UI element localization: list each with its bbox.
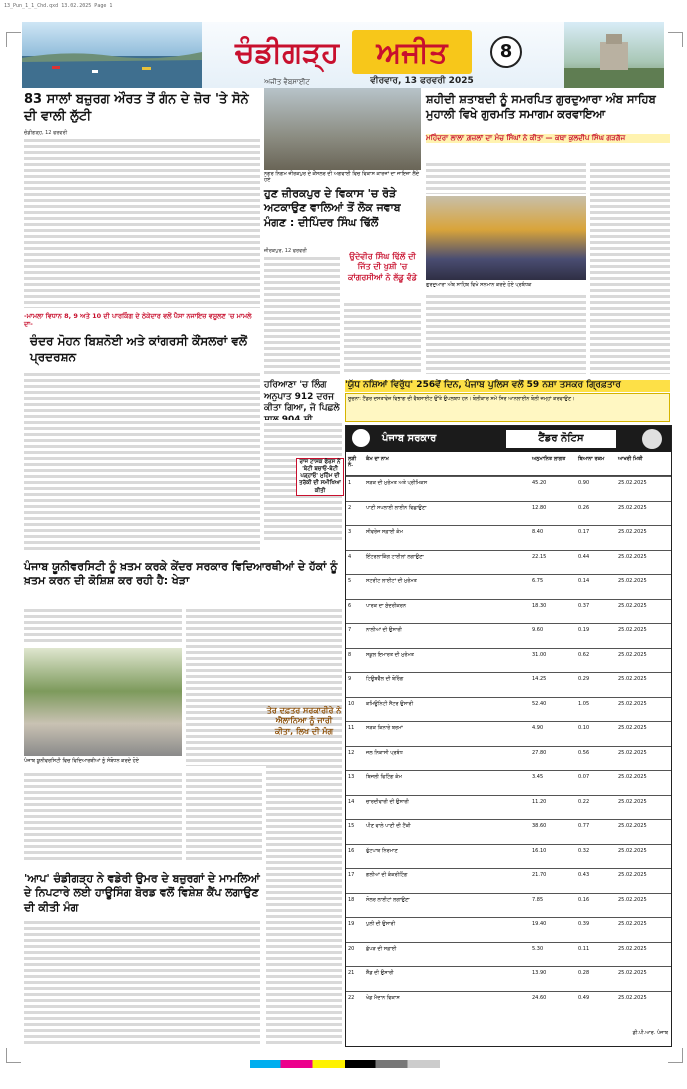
table-cell-date: 25.02.2025: [618, 529, 647, 535]
masthead-date: ਵੀਰਵਾਰ, 13 ਫਰਵਰੀ 2025: [370, 76, 474, 86]
table-cell-emd: 0.56: [578, 749, 590, 756]
table-cell-work: ਗਲੀਆਂ ਦੀ ਕੰਕਰੀਟਿੰਗ: [366, 872, 408, 878]
headline-zirakpur: ਹੁਣ ਜ਼ੀਰਕਪੁਰ ਦੇ ਵਿਕਾਸ 'ਚ ਰੋੜੇ ਅਟਕਾਉਣ ਵਾਲਿਆਂ ਤੋਂ ਲੋਕ ਜਵਾਬ ਮੰਗਣ : ਦੀਪਿੰਦਰ ਸਿੰਘ ਢਿੱਲੋਂ: [264, 187, 401, 229]
table-row: [346, 746, 671, 772]
article-body-zirakpur-col2: [344, 300, 421, 374]
table-row: [346, 966, 671, 992]
table-cell-work: ਚਾਰਦੀਵਾਰੀ ਦੀ ਉਸਾਰੀ: [366, 798, 409, 805]
table-row: [346, 770, 671, 796]
table-cell-date: 25.02.2025: [618, 700, 647, 707]
table-row: [346, 574, 671, 600]
table-row: [346, 623, 671, 649]
ad-strip-drugs: [345, 393, 670, 422]
table-row: [346, 819, 671, 845]
tender-left-title: ਪੰਜਾਬ ਸਰਕਾਰ: [382, 433, 437, 444]
punjab-govt-emblem-icon: [352, 429, 370, 447]
table-cell-date: 25.02.2025: [618, 994, 647, 1001]
article-body-pu-col2b: [186, 770, 262, 862]
table-cell-date: 25.02.2025: [618, 480, 647, 486]
table-cell-date: 25.02.2025: [618, 602, 647, 609]
table-cell-cost: 7.85: [532, 896, 544, 903]
table-cell-emd: 0.77: [578, 823, 590, 829]
table-cell-work: ਫੁੱਟਪਾਥ ਨਿਰਮਾਣ: [366, 847, 398, 854]
table-cell-cost: 3.45: [532, 774, 544, 780]
table-cell-no: 12: [348, 749, 355, 756]
table-cell-no: 17: [348, 872, 355, 878]
article-body-gurdwara-right: [590, 160, 670, 374]
table-cell-work: ਟਿਊਬਵੈੱਲ ਦੀ ਬੋਰਿੰਗ: [366, 676, 404, 682]
table-cell-cost: 4.90: [532, 725, 544, 731]
monument-illustration: [564, 22, 664, 88]
article-body-snatching: [24, 136, 260, 308]
table-cell-work: ਸੜਕ ਦੀ ਮੁਰੰਮਤ ਅਤੇ ਪ੍ਰੀਮਿਕਸ: [366, 480, 428, 486]
brand-city-name: ਚੰਡੀਗੜ੍ਹ: [234, 35, 340, 69]
table-cell-emd: 0.44: [578, 553, 590, 560]
table-row: [346, 844, 671, 870]
col-header-no: ਲੜੀ ਨੰ.: [348, 456, 357, 468]
masthead: [22, 22, 664, 88]
crop-mark-bottom-right: [668, 1048, 683, 1063]
table-cell-date: 25.02.2025: [618, 749, 647, 756]
kicker-congress: -ਮਾਮਲਾ ਵਿਧਾਨ 8, 9 ਅਤੇ 10 ਦੀ ਪਾਰਕਿੰਗ ਦੇ ਠੇਕੇਦਾਰ ਵਲੋਂ ਪੈਸਾ ਨਜਾਇਜ਼ ਵਸੂਲਣ 'ਚ ਮਾਮਲੇ ਦਾ-: [24, 312, 252, 329]
table-cell-work: ਪੀਣ ਵਾਲੇ ਪਾਣੀ ਦੀ ਟੈਂਕੀ: [366, 823, 411, 829]
table-cell-cost: 13.90: [532, 970, 547, 976]
table-cell-emd: 0.43: [578, 872, 590, 878]
photo-gurdwara-ceremony: [426, 196, 586, 280]
tender-right-title: ਟੈਂਡਰ ਨੋਟਿਸ: [506, 430, 616, 448]
tender-header: [346, 426, 671, 452]
table-cell-no: 22: [348, 994, 355, 1001]
table-cell-date: 25.02.2025: [618, 847, 647, 854]
table-cell-emd: 0.32: [578, 847, 590, 854]
article-body-congress: [24, 370, 260, 552]
subhead-gurdwara: ਮਹਿੰਦਰਾ ਲਾਲਾ ਗ਼ਜ਼ਲਾਂ ਦਾ ਮੰਚ ਸਿੰਘਾਂ ਨੇ ਕੀਤਾ — ਕਥਾ ਕੁਲਦੀਪ ਸਿੰਘ ਗੜਗੱਜ: [426, 134, 670, 143]
table-cell-cost: 22.15: [532, 553, 547, 560]
table-cell-cost: 12.80: [532, 504, 547, 511]
table-cell-emd: 0.10: [578, 725, 590, 731]
col-header-work: ਕੰਮ ਦਾ ਨਾਮ: [366, 456, 389, 462]
crop-mark-top-right: [668, 32, 683, 47]
table-cell-work: ਸੋਲਰ ਲਾਈਟਾਂ ਲਗਾਉਣਾ: [366, 896, 410, 903]
col-header-date: ਆਖਰੀ ਮਿਤੀ: [618, 456, 643, 462]
table-cell-date: 25.02.2025: [618, 798, 647, 805]
article-body-gurdwara-left: [426, 160, 586, 194]
table-cell-work: ਖੇਡ ਮੈਦਾਨ ਵਿਕਾਸ: [366, 994, 400, 1001]
pullquote-haryana: ਰਾਜ ਟਾਸਕ ਫੋਰਸ ਨੇ 'ਬੇਟੀ ਬਚਾਓ-ਬੇਟੀ ਪੜ੍ਹਾਓ' ਮੁਹਿੰਮ ਦੀ ਤਰੱਕੀ ਦੀ ਸਮੀਖਿਆ ਕੀਤੀ: [296, 458, 344, 496]
photo-caption-zirakpur: ਨਗਰ ਨਿਗਮ ਜ਼ੀਰਕਪੁਰ ਦੇ ਕੌਂਸਲਰ ਦੀ ਅਗਵਾਈ ਵਿਚ ਵਿਕਾਸ ਕਾਰਜਾਂ ਦਾ ਜਾਇਜ਼ਾ ਲੈਂਦੇ ਹੋਏ: [264, 171, 420, 183]
table-cell-cost: 24.60: [532, 994, 547, 1001]
table-row: [346, 942, 671, 968]
table-cell-emd: 0.49: [578, 994, 590, 1001]
table-cell-date: 25.02.2025: [618, 896, 647, 903]
table-cell-date: 25.02.2025: [618, 872, 647, 878]
table-cell-work: ਬਿਜਲੀ ਫਿਟਿੰਗ ਕੰਮ: [366, 774, 402, 780]
table-cell-emd: 0.07: [578, 774, 590, 780]
table-cell-work: ਜਲ ਨਿਕਾਸੀ ਪ੍ਰਬੰਧ: [366, 749, 403, 756]
article-body-gurdwara-bottom: [426, 292, 586, 374]
table-row: [346, 721, 671, 747]
table-cell-cost: 14.25: [532, 676, 547, 682]
headline-teachers: ਤੇਰ ਦਫ਼ਤਰ ਸਰਕਾਰੀਰੇ ਨੇ ਐਲਾਨਿਆ ਨੂੰ ਜਾਰੀ ਕੀਤਾ, ਲਿਖ ਦੀ ਮੰਗ: [266, 706, 342, 736]
table-cell-emd: 0.14: [578, 578, 590, 584]
table-cell-no: 11: [348, 725, 355, 731]
table-cell-date: 25.02.2025: [618, 578, 647, 584]
table-row: [346, 893, 671, 919]
table-row: [346, 917, 671, 943]
registration-strip: [250, 1060, 440, 1068]
table-cell-cost: 6.75: [532, 578, 544, 584]
table-cell-work: ਸਟਰੀਟ ਲਾਈਟਾਂ ਦੀ ਮੁਰੰਮਤ: [366, 578, 417, 584]
col-header-emd: ਬਿਆਨਾ ਰਕਮ: [578, 456, 605, 462]
table-cell-work: ਇੰਟਰਲਾਕਿੰਗ ਟਾਈਲਾਂ ਲਗਾਉਣਾ: [366, 553, 424, 560]
table-cell-no: 20: [348, 945, 355, 952]
table-cell-date: 25.02.2025: [618, 676, 647, 682]
table-cell-emd: 0.22: [578, 798, 590, 805]
table-cell-no: 14: [348, 798, 355, 805]
table-cell-emd: 0.90: [578, 480, 590, 486]
table-row: [346, 648, 671, 674]
table-row: [346, 599, 671, 625]
table-cell-cost: 38.60: [532, 823, 547, 829]
crop-mark-bottom-left: [6, 1048, 21, 1063]
table-cell-date: 25.02.2025: [618, 553, 647, 560]
table-cell-no: 21: [348, 970, 355, 976]
table-row: [346, 476, 671, 502]
table-cell-emd: 0.26: [578, 504, 590, 511]
table-cell-emd: 0.39: [578, 921, 590, 927]
table-cell-cost: 8.40: [532, 529, 544, 535]
table-row: [346, 991, 671, 1017]
table-cell-date: 25.02.2025: [618, 725, 647, 731]
photo-caption-pu: ਪੰਜਾਬ ਯੂਨੀਵਰਸਿਟੀ ਵਿਚ ਵਿਦਿਆਰਥੀਆਂ ਨੂੰ ਸੰਬੋਧਨ ਕਰਦੇ ਹੋਏ: [24, 758, 139, 764]
table-cell-cost: 52.40: [532, 700, 547, 707]
masthead-monument-photo: [564, 22, 664, 88]
table-cell-date: 25.02.2025: [618, 823, 647, 829]
table-cell-cost: 31.00: [532, 651, 547, 658]
article-body-pu-col1b: [24, 770, 182, 862]
photo-zirakpur-crowd: [264, 88, 421, 170]
headline-aap: 'ਆਪ' ਚੰਡੀਗੜ੍ਹ ਨੇ ਵਡੇਰੀ ਉਮਰ ਦੇ ਬਜ਼ੁਰਗਾਂ ਦੇ ਮਾਮਲਿਆਂ ਦੇ ਨਿਪਟਾਰੇ ਲਈ ਹਾਊਸਿੰਗ ਬੋਰਡ ਵਲੋਂ ਵਿਸ਼ੇਸ਼ ਕੈਂਪ ਲਗਾਉਣ ਦੀ ਕੀਤੀ ਮੰਗ: [24, 872, 260, 914]
table-cell-emd: 0.17: [578, 529, 590, 535]
table-cell-date: 25.02.2025: [618, 921, 647, 927]
photo-pu-rally: [24, 648, 182, 756]
table-cell-no: 15: [348, 823, 355, 829]
dateline-snatching: ਚੰਡੀਗੜ੍ਹ, 12 ਫਰਵਰੀ: [24, 130, 68, 136]
table-cell-no: 5: [348, 578, 352, 584]
headline-drugs: 'ਯੁੱਧ ਨਸ਼ਿਆਂ ਵਿਰੁੱਧ' 256ਵੇਂ ਦਿਨ, ਪੰਜਾਬ ਪੁਲਿਸ ਵਲੋਂ 59 ਨਸ਼ਾ ਤਸਕਰ ਗ੍ਰਿਫ਼ਤਾਰ: [345, 380, 670, 392]
page-number: 8: [490, 36, 522, 68]
table-cell-emd: 0.16: [578, 896, 590, 903]
table-cell-work: ਕਮਿਊਨਿਟੀ ਸੈਂਟਰ ਉਸਾਰੀ: [366, 700, 414, 707]
table-cell-date: 25.02.2025: [618, 504, 647, 511]
table-cell-no: 18: [348, 896, 355, 903]
table-cell-work: ਛੱਪੜ ਦੀ ਸਫ਼ਾਈ: [366, 945, 397, 952]
table-cell-no: 7: [348, 627, 352, 633]
headline-congress: ਚੰਦਰ ਮੋਹਨ ਬਿਸ਼ਨੋਈ ਅਤੇ ਕਾਂਗਰਸੀ ਕੌਂਸਲਰਾਂ ਵਲੋਂ ਪ੍ਰਦਰਸ਼ਨ: [30, 334, 248, 364]
crop-mark-top-left: [6, 32, 21, 47]
article-body-pu-col1: [24, 606, 182, 644]
table-cell-emd: 0.37: [578, 602, 590, 609]
table-row: [346, 550, 671, 576]
table-cell-emd: 0.62: [578, 651, 590, 658]
table-cell-no: 4: [348, 553, 352, 560]
table-cell-cost: 45.20: [532, 480, 547, 486]
dateline-zirakpur: ਜ਼ੀਰਕਪੁਰ, 12 ਫਰਵਰੀ: [264, 248, 307, 254]
table-cell-no: 2: [348, 504, 352, 511]
table-cell-cost: 21.70: [532, 872, 547, 878]
table-cell-work: ਸੜਕ ਕਿਨਾਰੇ ਬਰਮਾਂ: [366, 725, 403, 731]
headline-gurdwara: ਸ਼ਹੀਦੀ ਸ਼ਤਾਬਦੀ ਨੂੰ ਸਮਰਪਿਤ ਗੁਰਦੁਆਰਾ ਅੰਬ ਸਾਹਿਬ ਮੁਹਾਲੀ ਵਿਖੇ ਗੁਰਮਤਿ ਸਮਾਗਮ ਕਰਵਾਇਆ: [426, 92, 656, 121]
headline-punjab-university: ਪੰਜਾਬ ਯੂਨੀਵਰਸਿਟੀ ਨੂੰ ਖ਼ਤਮ ਕਰਕੇ ਕੇਂਦਰ ਸਰਕਾਰ ਵਿਦਿਆਰਥੀਆਂ ਦੇ ਹੱਕਾਂ ਨੂੰ ਖ਼ਤਮ ਕਰਨ ਦੀ ਕੋਸ਼ਿਸ਼ ਕਰ ਰਹੀ ਹੈ: ਖੇੜਾ: [24, 560, 338, 588]
ad-strip-text: ਸੂਚਨਾ: ਟੈਂਡਰ ਦਸਤਾਵੇਜ਼ ਵਿਭਾਗ ਦੀ ਵੈਬਸਾਈਟ ਉੱਤੇ ਉਪਲਬਧ ਹਨ। ਬੋਲੀਕਾਰ ਸਮੇਂ ਸਿਰ ਆਨਲਾਈਨ ਬੋਲੀ ਜਮ੍ਹਾਂ ਕਰਵਾਉਣ।: [348, 396, 575, 402]
table-cell-no: 8: [348, 651, 352, 658]
tender-notice: [345, 425, 672, 1047]
headline-haryana: ਹਰਿਆਣਾ 'ਚ ਲਿੰਗ ਅਨੁਪਾਤ 912 ਦਰਜ ਕੀਤਾ ਗਿਆ, ਜੋ ਪਿਛਲੇ: [264, 380, 340, 414]
table-cell-no: 10: [348, 700, 355, 707]
table-cell-cost: 18.30: [532, 602, 547, 609]
department-logo-icon: [642, 429, 662, 449]
table-cell-date: 25.02.2025: [618, 651, 647, 658]
table-cell-emd: 0.19: [578, 627, 590, 633]
table-cell-date: 25.02.2025: [618, 970, 647, 976]
tender-footer: ਡੀ.ਪੀ.ਆਰ. ਪੰਜਾਬ: [632, 1030, 668, 1036]
photo-caption-gurdwara: ਗੁਰਦੁਆਰਾ ਅੰਬ ਸਾਹਿਬ ਵਿਖੇ ਸਨਮਾਨ ਕਰਦੇ ਹੋਏ ਪ੍ਰਬੰਧਕ: [426, 282, 532, 288]
brand-ajit-logo: ਅਜੀਤ: [352, 30, 472, 74]
headline-snatching: 83 ਸਾਲਾਂ ਬਜ਼ੁਰਗ ਔਰਤ ਤੋਂ ਗੰਨ ਦੇ ਜ਼ੋਰ 'ਤੇ ਸੋਨੇ ਦੀ ਵਾਲੀ ਲੁੱਟੀ: [24, 92, 249, 124]
pullquote-zirakpur: ਉਦੇਵੀਰ ਸਿੰਘ ਢਿੱਲੋਂ ਦੀ ਜਿੱਤ ਦੀ ਖੁਸ਼ੀ 'ਚ ਕਾਂਗਰਸੀਆਂ ਨੇ ਲੱਡੂ ਵੰਡੇ: [348, 252, 417, 282]
article-body-aap: [24, 918, 260, 1044]
table-cell-no: 13: [348, 774, 355, 780]
table-cell-work: ਪਾਰਕ ਦਾ ਸੁੰਦਰੀਕਰਨ: [366, 602, 406, 609]
table-row: [346, 697, 671, 723]
table-cell-emd: 1.05: [578, 700, 590, 707]
tender-column-headers: [346, 453, 671, 476]
table-cell-work: ਸਕੂਲ ਇਮਾਰਤ ਦੀ ਮੁਰੰਮਤ: [366, 651, 414, 658]
table-cell-cost: 19.40: [532, 921, 547, 927]
table-cell-cost: 9.60: [532, 627, 544, 633]
table-cell-date: 25.02.2025: [618, 945, 647, 952]
table-cell-date: 25.02.2025: [618, 627, 647, 633]
article-body-zirakpur-col1: [264, 254, 340, 374]
table-row: [346, 672, 671, 698]
table-cell-work: ਸੀਵਰੇਜ ਸਫ਼ਾਈ ਕੰਮ: [366, 529, 403, 535]
table-cell-work: ਪੁਲੀ ਦੀ ਉਸਾਰੀ: [366, 921, 396, 927]
table-cell-work: ਨਾਲੀਆਂ ਦੀ ਉਸਾਰੀ: [366, 627, 402, 633]
print-slug: 13_Pun_1_1_Chd.qxd 13.02.2025 Page 1: [4, 3, 113, 9]
table-cell-cost: 27.80: [532, 749, 547, 756]
masthead-lake-photo: [22, 22, 202, 88]
table-cell-no: 3: [348, 529, 352, 535]
masthead-lake-illustration: [22, 22, 202, 88]
table-cell-no: 1: [348, 480, 352, 486]
table-row: [346, 868, 671, 894]
table-cell-emd: 0.28: [578, 970, 590, 976]
table-cell-emd: 0.11: [578, 945, 590, 952]
table-cell-date: 25.02.2025: [618, 774, 647, 780]
table-cell-cost: 11.20: [532, 798, 547, 805]
table-row: [346, 501, 671, 527]
table-cell-work: ਸ਼ੈੱਡ ਦੀ ਉਸਾਰੀ: [366, 970, 394, 976]
table-cell-no: 6: [348, 602, 352, 609]
article-body-pu-col2: [186, 606, 342, 766]
table-row: [346, 525, 671, 551]
table-row: [346, 795, 671, 821]
table-cell-no: 19: [348, 921, 355, 927]
table-cell-work: ਪਾਣੀ ਸਪਲਾਈ ਲਾਈਨ ਵਿਛਾਉਣਾ: [366, 504, 427, 511]
table-cell-cost: 5.30: [532, 945, 544, 952]
table-cell-cost: 16.10: [532, 847, 547, 854]
masthead-subtitle: ਅਜੀਤ ਵੈਬਸਾਈਟ: [264, 78, 310, 86]
article-body-teachers: [266, 744, 342, 1044]
table-cell-no: 16: [348, 847, 355, 854]
col-header-cost: ਅਨੁਮਾਨਿਤ ਲਾਗਤ: [532, 456, 566, 462]
table-cell-emd: 0.29: [578, 676, 590, 682]
table-cell-no: 9: [348, 676, 352, 682]
